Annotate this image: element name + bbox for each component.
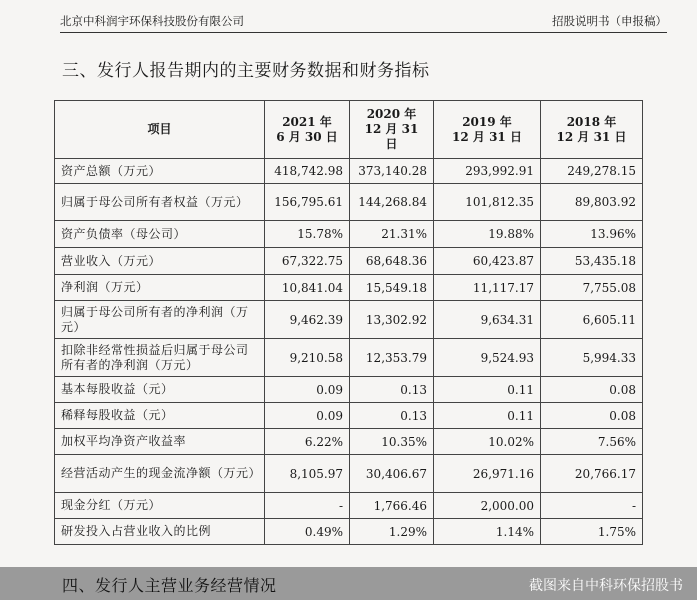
row-label: 归属于母公司所有者权益（万元）: [55, 184, 265, 221]
table-body: [55, 159, 643, 545]
cell-value: 8,105.97: [265, 455, 350, 493]
cell-value: 373,140.28: [350, 159, 434, 184]
cell-value: 249,278.15: [541, 159, 643, 184]
cell-value: 13,302.92: [350, 301, 434, 339]
cell-value: 418,742.98: [265, 159, 350, 184]
row-label: 研发投入占营业收入的比例: [55, 519, 265, 545]
cell-value: 9,462.39: [265, 301, 350, 339]
column-header-item: 项目: [55, 101, 265, 159]
cell-value: 0.09: [265, 377, 350, 403]
cell-value: 1.14%: [434, 519, 541, 545]
cell-value: 6.22%: [265, 429, 350, 455]
cell-value: 156,795.61: [265, 184, 350, 221]
cell-value: 1,766.46: [350, 493, 434, 519]
row-label: 资产总额（万元）: [55, 159, 265, 184]
column-header-period: 2020 年 12 月 31 日: [350, 101, 434, 159]
table-row: [55, 248, 643, 275]
row-label: 归属于母公司所有者的净利润（万元）: [55, 301, 265, 339]
cell-value: 0.13: [350, 377, 434, 403]
row-label: 加权平均净资产收益率: [55, 429, 265, 455]
cell-value: 7.56%: [541, 429, 643, 455]
cell-value: 9,524.93: [434, 339, 541, 377]
cell-value: 15.78%: [265, 221, 350, 248]
cell-value: 0.08: [541, 377, 643, 403]
cell-value: 5,994.33: [541, 339, 643, 377]
cell-value: 6,605.11: [541, 301, 643, 339]
row-label: 净利润（万元）: [55, 275, 265, 301]
cell-value: 13.96%: [541, 221, 643, 248]
financial-table: [54, 100, 643, 545]
document-name: 招股说明书（申报稿）: [552, 14, 667, 28]
cell-value: 1.29%: [350, 519, 434, 545]
table-row: [55, 493, 643, 519]
source-caption: 截图来自中科环保招股书: [529, 578, 683, 594]
row-label: 扣除非经常性损益后归属于母公司所有者的净利润（万元）: [55, 339, 265, 377]
cell-value: 20,766.17: [541, 455, 643, 493]
cell-value: 9,634.31: [434, 301, 541, 339]
column-header-period: 2018 年 12 月 31 日: [541, 101, 643, 159]
footer-bar: [0, 567, 697, 600]
table-header-row: [55, 101, 643, 159]
table-row: [55, 429, 643, 455]
cell-value: 26,971.16: [434, 455, 541, 493]
cell-value: 12,353.79: [350, 339, 434, 377]
cell-value: 0.08: [541, 403, 643, 429]
cell-value: -: [541, 493, 643, 519]
table-row: [55, 455, 643, 493]
cell-value: 30,406.67: [350, 455, 434, 493]
cell-value: 21.31%: [350, 221, 434, 248]
next-section-title: 四、发行人主营业务经营情况: [62, 576, 277, 595]
cell-value: 2,000.00: [434, 493, 541, 519]
table-row: [55, 184, 643, 221]
row-label: 稀释每股收益（元）: [55, 403, 265, 429]
table-row: [55, 301, 643, 339]
row-label: 现金分红（万元）: [55, 493, 265, 519]
table-row: [55, 159, 643, 184]
cell-value: 11,117.17: [434, 275, 541, 301]
table-row: [55, 403, 643, 429]
column-header-period: 2021 年 6 月 30 日: [265, 101, 350, 159]
cell-value: 7,755.08: [541, 275, 643, 301]
table-row: [55, 339, 643, 377]
table-row: [55, 221, 643, 248]
cell-value: 89,803.92: [541, 184, 643, 221]
column-header-period: 2019 年 12 月 31 日: [434, 101, 541, 159]
cell-value: 144,268.84: [350, 184, 434, 221]
cell-value: 293,992.91: [434, 159, 541, 184]
cell-value: 0.13: [350, 403, 434, 429]
row-label: 资产负债率（母公司）: [55, 221, 265, 248]
cell-value: 0.49%: [265, 519, 350, 545]
cell-value: 10.35%: [350, 429, 434, 455]
cell-value: 53,435.18: [541, 248, 643, 275]
cell-value: 1.75%: [541, 519, 643, 545]
cell-value: 0.09: [265, 403, 350, 429]
row-label: 基本每股收益（元）: [55, 377, 265, 403]
cell-value: 101,812.35: [434, 184, 541, 221]
row-label: 经营活动产生的现金流净额（万元）: [55, 455, 265, 493]
cell-value: 9,210.58: [265, 339, 350, 377]
table-row: [55, 377, 643, 403]
row-label: 营业收入（万元）: [55, 248, 265, 275]
cell-value: 10.02%: [434, 429, 541, 455]
cell-value: 10,841.04: [265, 275, 350, 301]
table-row: [55, 275, 643, 301]
company-name: 北京中科润宇环保科技股份有限公司: [60, 14, 244, 28]
cell-value: -: [265, 493, 350, 519]
cell-value: 68,648.36: [350, 248, 434, 275]
cell-value: 60,423.87: [434, 248, 541, 275]
cell-value: 0.11: [434, 377, 541, 403]
cell-value: 19.88%: [434, 221, 541, 248]
cell-value: 0.11: [434, 403, 541, 429]
cell-value: 15,549.18: [350, 275, 434, 301]
section-title: 三、发行人报告期内的主要财务数据和财务指标: [62, 61, 430, 81]
table-row: [55, 519, 643, 545]
cell-value: 67,322.75: [265, 248, 350, 275]
page-header: [60, 10, 667, 33]
